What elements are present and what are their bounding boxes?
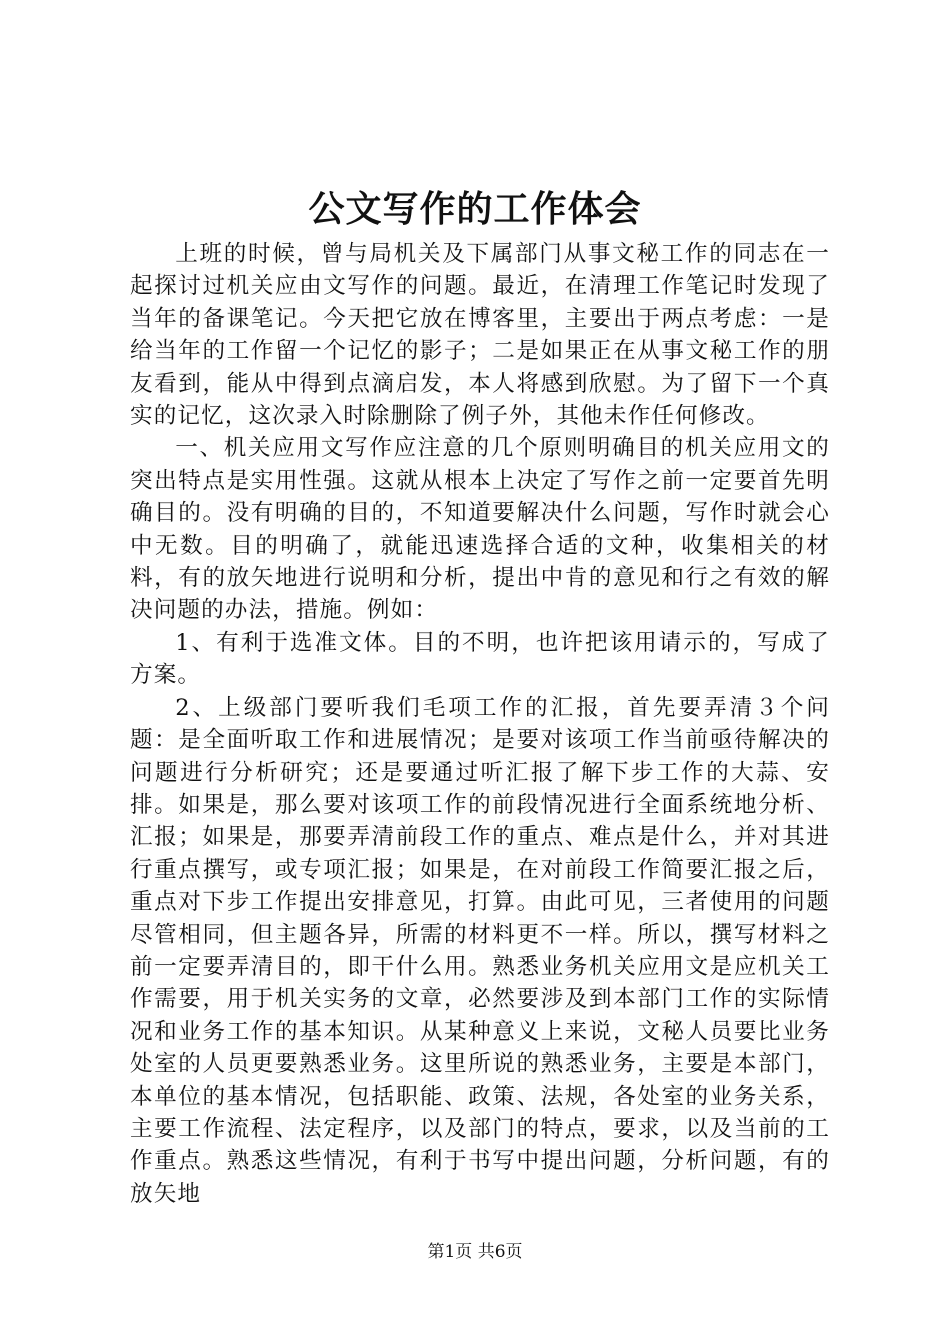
page-title: 公文写作的工作体会: [308, 188, 642, 230]
paragraph-point-1: 1、有利于选准文体。目的不明，也许把该用请示的，写成了方案。: [130, 629, 830, 689]
document-body: [130, 238, 830, 1210]
paragraph-principles: 一、机关应用文写作应注意的几个原则明确目的机关应用文的突出特点是实用性强。这就从根本上决定了写作之前一定要首先明确目的。没有明确的目的，不知道要解决什么问题，写作时就会心中无数。目的明确了，就能迅速选择合适的文种，收集相关的材料，有的放矢地进行说明和分析，提出中肯的意见和行之有效的解决问题的办法，措施。例如：: [130, 435, 830, 624]
paragraph-intro: 上班的时候，曾与局机关及下属部门从事文秘工作的同志在一起探讨过机关应由文写作的问题。最近，在清理工作笔记时发现了当年的备课笔记。今天把它放在博客里，主要出于两点考虑：一是给当年的工作留一个记忆的影子；二是如果正在从事文秘工作的朋友看到，能从中得到点滴启发，本人将感到欣慰。为了留下一个真实的记忆，这次录入时除删除了例子外，其他未作任何修改。: [130, 241, 830, 430]
paragraph-point-2: 2、上级部门要听我们毛项工作的汇报，首先要弄清３个问题：是全面听取工作和进展情况；是要对该项工作当前亟待解决的问题进行分析研究；还是要通过听汇报了解下步工作的大蒜、安排。如果是，那么要对该项工作的前段情况进行全面系统地分析、汇报；如果是，那要弄清前段工作的重点、难点是什么，并对其进行重点撰写，或专项汇报；如果是，在对前段工作简要汇报之后，重点对下步工作提出安排意见，打算。由此可见，三者使用的问题尽管相同，但主题各异，所需的材料更不一样。所以，撰写材料之前一定要弄清目的，即干什么用。熟悉业务机关应用文是应机关工作需要，用于机关实务的文章，必然要涉及到本部门工作的实际情况和业务工作的基本知识。从某种意义上来说，文秘人员要比业务处室的人员更要熟悉业务。这里所说的熟悉业务，主要是本部门，本单位的基本情况，包括职能、政策、法规，各处室的业务关系，主要工作流程、法定程序，以及部门的特点，要求，以及当前的工作重点。熟悉这些情况，有利于书写中提出问题，分析问题，有的放矢地: [130, 694, 830, 1207]
page-footer: 第1页 共6页: [427, 1242, 523, 1262]
